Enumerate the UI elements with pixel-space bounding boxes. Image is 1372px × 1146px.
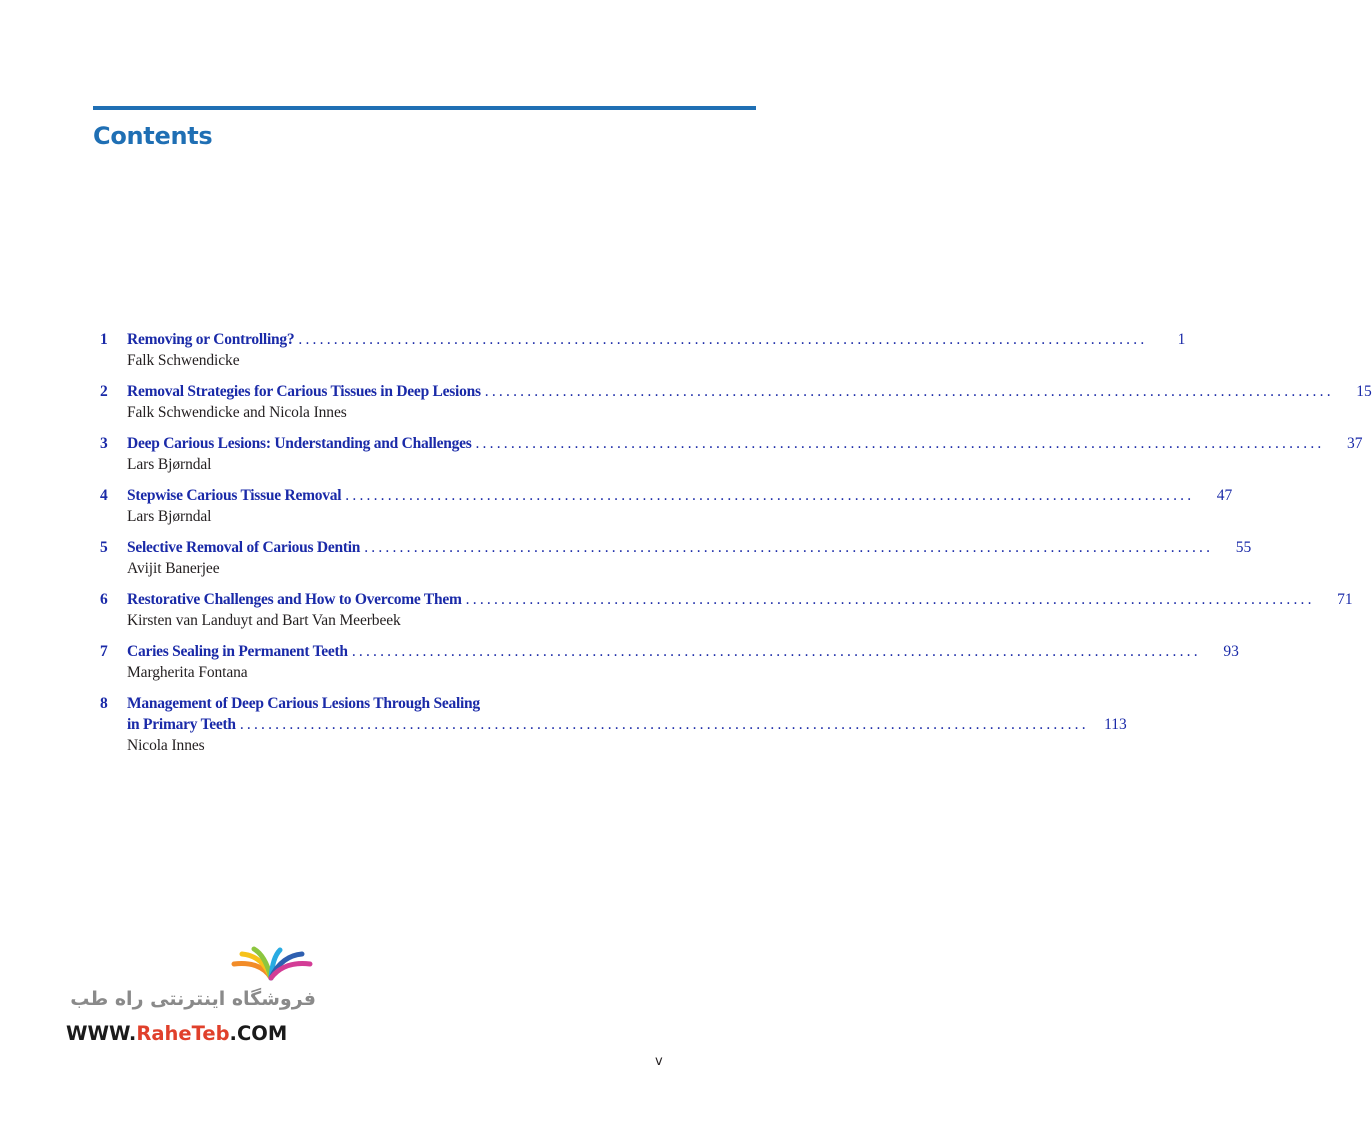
chapter-page-link[interactable]: 71 — [1337, 591, 1353, 608]
chapter-number: 6 — [100, 591, 108, 608]
dot-leader: ........................................................................................................................ — [484, 383, 1334, 400]
dot-leader: ........................................................................................................................ — [364, 539, 1214, 556]
chapter-number: 4 — [100, 487, 108, 504]
page-title: Contents — [93, 122, 213, 150]
chapter-number: 7 — [100, 643, 108, 660]
table-of-contents — [100, 329, 1372, 766]
open-book-icon — [228, 948, 314, 982]
chapter-authors: Avijit Banerjee — [127, 560, 220, 577]
chapter-number: 8 — [100, 695, 108, 712]
chapter-authors: Falk Schwendicke and Nicola Innes — [127, 404, 347, 421]
chapter-authors: Kirsten van Landuyt and Bart Van Meerbeek — [127, 612, 401, 629]
chapter-number: 3 — [100, 435, 108, 452]
chapter-authors: Lars Bjørndal — [127, 508, 212, 525]
chapter-authors: Nicola Innes — [127, 737, 205, 754]
chapter-title-link[interactable]: Stepwise Carious Tissue Removal — [127, 487, 342, 504]
chapter-title-link[interactable]: Removing or Controlling? — [127, 331, 295, 348]
chapter-title-link[interactable]: Management of Deep Carious Lesions Through Sealing — [127, 695, 480, 712]
chapter-authors: Margherita Fontana — [127, 664, 248, 681]
chapter-page-link[interactable]: 55 — [1235, 539, 1252, 556]
toc-entry[interactable] — [100, 537, 1252, 579]
chapter-page-link[interactable]: 113 — [1104, 716, 1127, 733]
chapter-page-link[interactable]: 93 — [1223, 643, 1239, 660]
chapter-authors: Falk Schwendicke — [127, 352, 240, 369]
chapter-page-link[interactable]: 47 — [1216, 487, 1233, 504]
page-number: v — [655, 1054, 663, 1069]
chapter-title-link[interactable]: in Primary Teeth — [127, 716, 236, 733]
watermark-url: WWW.RaheTeb.COM — [66, 1022, 288, 1045]
chapter-number: 5 — [100, 539, 108, 556]
watermark — [60, 948, 320, 1053]
toc-entry[interactable] — [100, 381, 1372, 423]
chapter-page-link[interactable]: 37 — [1346, 435, 1363, 452]
chapter-page-link[interactable]: 1 — [1177, 331, 1186, 348]
toc-entry[interactable] — [100, 693, 1127, 756]
chapter-title-link[interactable]: Selective Removal of Carious Dentin — [127, 539, 361, 556]
watermark-persian-text: فروشگاه اینترنتی راه طب — [70, 988, 316, 1010]
chapter-title-link[interactable]: Caries Sealing in Permanent Teeth — [127, 643, 348, 660]
dot-leader: ........................................................................................................................ — [298, 331, 1148, 348]
chapter-title-link[interactable]: Restorative Challenges and How to Overcome Them — [127, 591, 462, 608]
toc-entry[interactable] — [100, 433, 1363, 475]
header-rule — [93, 106, 756, 110]
chapter-title-link[interactable]: Deep Carious Lesions: Understanding and Challenges — [127, 435, 472, 452]
dot-leader: ........................................................................................................................ — [239, 716, 1089, 733]
dot-leader: ........................................................................................................................ — [345, 487, 1195, 504]
chapter-number: 2 — [100, 383, 108, 400]
chapter-page-link[interactable]: 15 — [1356, 383, 1372, 400]
dot-leader: ........................................................................................................................ — [475, 435, 1325, 452]
toc-entry[interactable] — [100, 641, 1239, 683]
chapter-title-link[interactable]: Removal Strategies for Carious Tissues in Deep Lesions — [127, 383, 481, 400]
chapter-authors: Lars Bjørndal — [127, 456, 212, 473]
toc-entry[interactable] — [100, 589, 1353, 631]
dot-leader: ........................................................................................................................ — [465, 591, 1315, 608]
toc-entry[interactable] — [100, 485, 1233, 527]
toc-entry[interactable] — [100, 329, 1186, 371]
dot-leader: ........................................................................................................................ — [351, 643, 1201, 660]
chapter-number: 1 — [100, 331, 108, 348]
